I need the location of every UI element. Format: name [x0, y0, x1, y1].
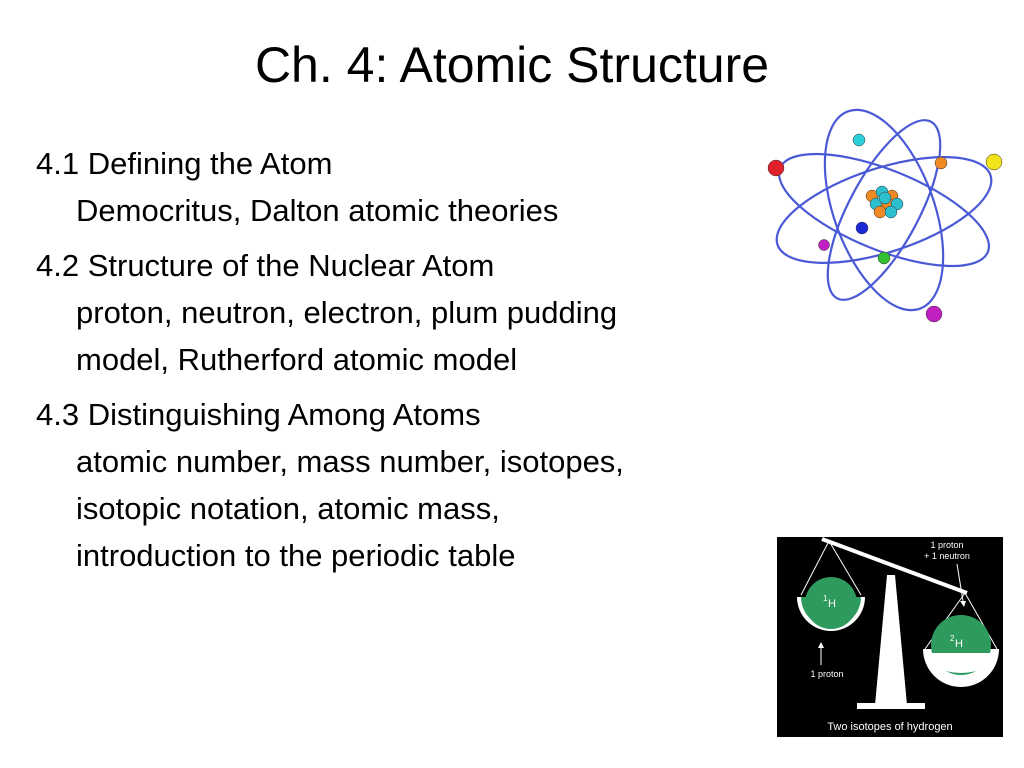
- topic-4-2: [36, 242, 836, 383]
- topic-detail-line: model, Rutherford atomic model: [76, 342, 518, 377]
- atom-model-illustration: [766, 92, 1006, 328]
- topic-detail-line: proton, neutron, electron, plum pudding: [76, 295, 618, 330]
- left-annotation: 1 proton: [810, 669, 844, 679]
- topic-details: [36, 187, 836, 234]
- nucleon: [885, 206, 897, 218]
- left-pan-label: H: [828, 598, 836, 610]
- right-pan-label: H: [955, 638, 963, 650]
- electron: [935, 157, 947, 169]
- electrons: [768, 134, 1002, 322]
- balance-drawing: [777, 537, 1003, 737]
- electron: [926, 306, 942, 322]
- topic-detail-line: atomic number, mass number, isotopes,: [76, 444, 624, 479]
- topic-detail-line: isotopic notation, atomic mass,: [76, 491, 500, 526]
- electron: [853, 134, 865, 146]
- topic-detail-line: introduction to the periodic table: [76, 538, 516, 573]
- topic-details: [36, 438, 836, 579]
- isotope-balance-figure: [777, 537, 1003, 737]
- nucleus: [866, 186, 903, 218]
- topic-detail-line: Democritus, Dalton atomic theories: [76, 193, 559, 228]
- slide-title: Ch. 4: Atomic Structure: [254, 37, 770, 93]
- balance-stand: [875, 575, 907, 705]
- topic-heading: 4.2 Structure of the Nuclear Atom: [36, 248, 495, 283]
- electron: [768, 160, 784, 176]
- left-arrowhead: [818, 642, 824, 648]
- nucleon: [879, 192, 891, 204]
- figure-caption: Two isotopes of hydrogen: [827, 721, 953, 733]
- slide-body: [36, 140, 836, 587]
- electron: [878, 252, 890, 264]
- left-pan-label-sup: 1: [823, 594, 828, 603]
- electron: [986, 154, 1002, 170]
- electron: [819, 240, 830, 251]
- topic-details: [36, 289, 836, 383]
- right-arrowhead: [960, 601, 966, 607]
- right-annotation-line2: + 1 neutron: [924, 551, 970, 561]
- balance-base: [857, 703, 925, 709]
- right-annotation-arrow: [957, 564, 963, 601]
- topic-heading: 4.1 Defining the Atom: [36, 146, 333, 181]
- topic-4-1: [36, 140, 836, 234]
- nucleon: [874, 206, 886, 218]
- right-annotation-line1: 1 proton: [930, 540, 964, 550]
- right-pan-label-sup: 2: [950, 634, 955, 643]
- electron: [856, 222, 868, 234]
- topic-heading: 4.3 Distinguishing Among Atoms: [36, 397, 481, 432]
- topic-4-3: [36, 391, 836, 579]
